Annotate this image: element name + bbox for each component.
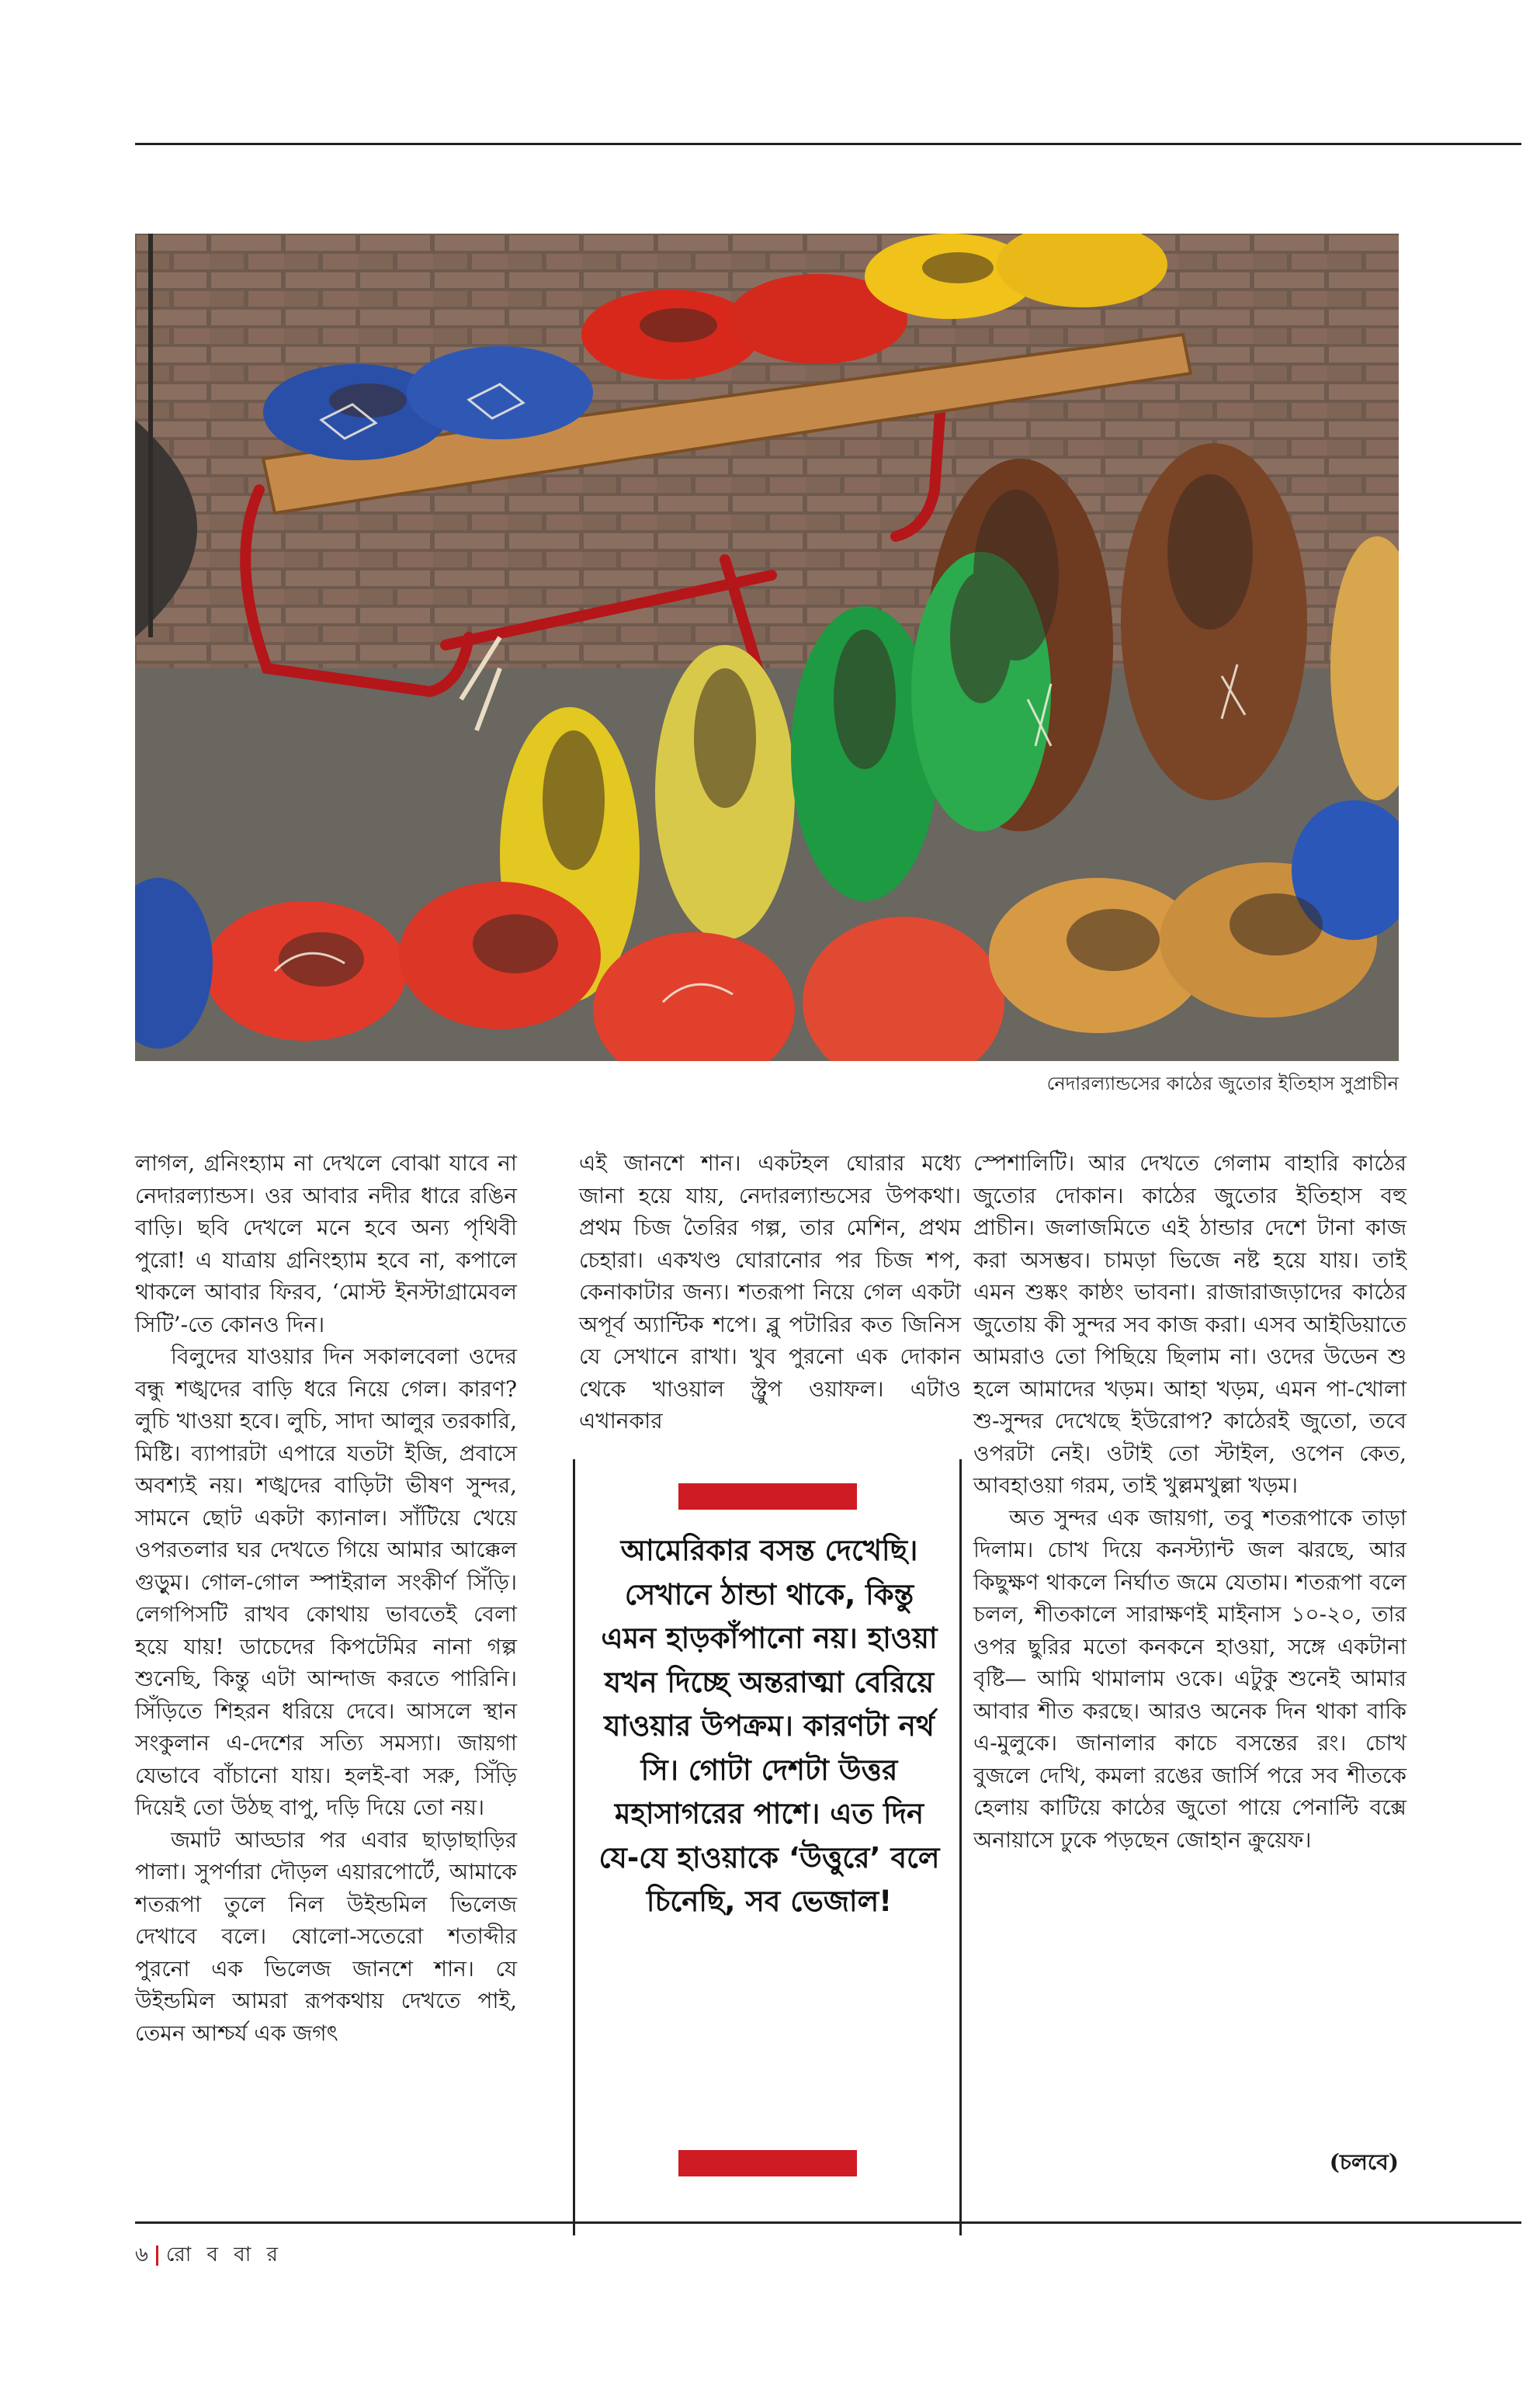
- page-number: ৬: [135, 2243, 148, 2266]
- wooden-clogs-photo: [135, 234, 1399, 1061]
- article-column-2: [579, 1147, 961, 1438]
- publication-name: রো ব বা র: [165, 2243, 283, 2266]
- paragraph: এই জানশে শান। একটহল ঘোরার মধ্যে জানা হয়ে যায়, নেদারল্যান্ডসের উপকথা। প্রথম চিজ তৈরির গল্প, তার মেশিন, প্রথম চেহারা। একখণ্ড ঘোরানোর পর চিজ শপ, কেনাকাটার জন্য। শতরূপা নিয়ে গেল একটা অপূর্ব অ্যান্টিক শপে। ব্লু পটারির কত জিনিস যে সেখানে রাখা। খুব পুরনো এক দোকান থেকে খাওয়াল স্ট্রুপ ওয়াফল। এটাও এখানকার: [579, 1150, 961, 1434]
- photo-caption: নেদারল্যান্ডসের কাঠের জুতোর ইতিহাস সুপ্রাচীন: [1046, 1073, 1399, 1094]
- paragraph: স্পেশালিটি। আর দেখতে গেলাম বাহারি কাঠের জুতোর দোকান। কাঠের জুতোর ইতিহাস বহু প্রাচীন। জলাজমিতে এই ঠান্ডার দেশে টানা কাজ করা অসম্ভব। চামড়া ভিজে নষ্ট হয়ে যায়। তাই এমন শুষ্কং কাষ্ঠং ভাবনা। রাজারাজড়াদের কাঠের জুতোয় কী সুন্দর সব কাজ করা। এসব আইডিয়াতে আমরাও তো পিছিয়ে ছিলাম না। ওদের উডেন শু হলে আমাদের খড়ম। আহা খড়ম, এমন পা-খোলা শু-সুন্দর দেখেছে ইউরোপ? কাঠেরই জুতো, তবে ওপরটা নেই। ওটাই তো স্টাইল, ওপেন কেত, আবহাওয়া গরম, তাই খুল্লমখুল্লা খড়ম।: [973, 1150, 1406, 1498]
- top-rule: [135, 143, 1521, 145]
- column-divider: [573, 1459, 575, 2235]
- article-column-3: [973, 1147, 1406, 1856]
- pull-quote-bar-bottom: [678, 2150, 857, 2176]
- folio-divider: [156, 2246, 158, 2266]
- paragraph: জমাট আড্ডার পর এবার ছাড়াছাড়ির পালা। সুপর্ণারা দৌড়ল এয়ারপোর্টে, আমাকে শতরূপা তুলে নিল উইন্ডমিল ভিলেজ দেখাবে বলে। ষোলো-সতেরো শতাব্দীর পুরনো এক ভিলেজ জানশে শান। যে উইন্ডমিল আমরা রূপকথায় দেখতে পাই, তেমন আশ্চর্য এক জগৎ: [135, 1826, 517, 2046]
- pull-quote: আমেরিকার বসন্ত দেখেছি। সেখানে ঠান্ডা থাকে, কিন্তু এমন হাড়কাঁপানো নয়। হাওয়া যখন দিচ্ছে অন্তরাত্মা বেরিয়ে যাওয়ার উপক্রম। কারণটা নর্থ সি। গোটা দেশটা উত্তর মহাসাগরের পাশে। এত দিন যে-যে হাওয়াকে ‘উত্তুরে’ বলে চিনেছি, সব ভেজাল!: [598, 1534, 940, 1918]
- paragraph: লাগল, গ্রনিংহ্যাম না দেখলে বোঝা যাবে না নেদারল্যান্ডস। ওর আবার নদীর ধারে রঙিন বাড়ি। ছবি দেখলে মনে হবে অন্য পৃথিবী পুরো! এ যাত্রায় গ্রনিংহ্যাম হবে না, কপালে থাকলে আবার ফিরব, ‘মোস্ট ইনস্টাগ্রামেবল সিটি’-তে কোনও দিন।: [135, 1150, 517, 1337]
- folio: [135, 2239, 283, 2273]
- paragraph: অত সুন্দর এক জায়গা, তবু শতরূপাকে তাড়া দিলাম। চোখ দিয়ে কনস্ট্যান্ট জল ঝরছে, আর কিছুক্ষণ থাকলে নির্ঘাত জমে যেতাম। শতরূপা বলে চলল, শীতকালে সারাক্ষণই মাইনাস ১০-২০, তার ওপর ছুরির মতো কনকনে হাওয়া, সঙ্গে একটানা বৃষ্টি— আমি থামালাম ওকে। এটুকু শুনেই আমার আবার শীত করছে। আরও অনেক দিন থাকা বাকি এ-মুলুকে। জানালার কাচে বসন্তের রং। চোখ বুজলে দেখি, কমলা রঙের জার্সি পরে সব শীতকে হেলায় কাটিয়ে কাঠের জুতো পায়ে পেনাল্টি বক্সে অনায়াসে ঢুকে পড়ছেন জোহান ক্রুয়েফ।: [973, 1504, 1406, 1853]
- paragraph: বিলুদের যাওয়ার দিন সকালবেলা ওদের বন্ধু শঙ্খদের বাড়ি ধরে নিয়ে গেল। কারণ? লুচি খাওয়া হবে। লুচি, সাদা আলুর তরকারি, মিষ্টি। ব্যাপারটা এপারে যতটা ইজি, প্রবাসে অবশ্যই নয়। শঙ্খদের বাড়িটা ভীষণ সুন্দর, সামনে ছোট একটা ক্যানাল। সাঁটিয়ে খেয়ে ওপরতলার ঘর দেখতে গিয়ে আমার আক্কেল গুড়ুম। গোল-গোল স্পাইরাল সংকীর্ণ সিঁড়ি। লেগপিসটি রাখব কোথায় ভাবতেই বেলা হয়ে যায়! ডাচেদের কিপটেমির নানা গল্প শুনেছি, কিন্তু এটা আন্দাজ করতে পারিনি। সিঁড়িতে শিহরন ধরিয়ে দেবে। আসলে স্থান সংকুলান এ-দেশের সত্যি সমস্যা। জায়গা যেভাবে বাঁচানো যায়। হলই-বা সরু, সিঁড়ি দিয়েই তো উঠছ বাপু, দড়ি দিয়ে তো নয়।: [135, 1344, 517, 1820]
- pull-quote-bar-top: [678, 1483, 857, 1510]
- column-divider: [959, 1459, 962, 2235]
- continued-note: (চলবে): [1329, 2149, 1399, 2175]
- article-column-1: [135, 1147, 517, 2049]
- bottom-rule: [135, 2221, 1521, 2224]
